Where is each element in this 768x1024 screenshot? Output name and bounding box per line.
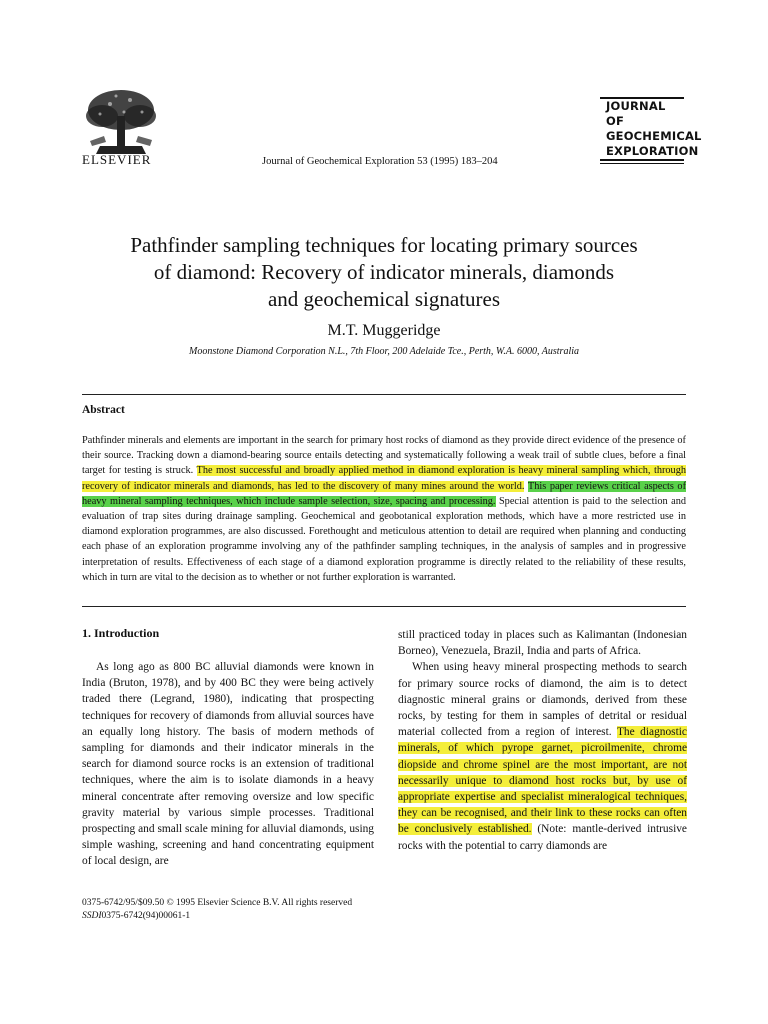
intro-right-column xyxy=(398,627,687,854)
ssdi-line xyxy=(82,910,352,923)
journal-citation: Journal of Geochemical Exploration 53 (1995) 183–204 xyxy=(262,156,498,167)
publisher-name: ELSEVIER xyxy=(82,152,152,167)
ssdi-label: SSDI xyxy=(82,911,102,921)
article-title xyxy=(60,232,708,313)
intro-highlight-yellow: The diagnostic minerals, of which pyrope garnet, picroilmenite, chrome diopside and chrome spinel are the most important, are not necessarily unique to diamond host rocks but, by use of appropriate expertise and specialist mineralogical techniques, they can be recognised, and their link to these rocks can often be conclusively established. xyxy=(398,726,687,836)
abstract-highlight-green: This paper reviews critical aspects of heavy mineral sampling techniques, which include sample selection, size, spacing and processing. xyxy=(82,480,686,507)
intro-paragraph-1: As long ago as 800 BC alluvial diamonds were known in India (Bruton, 1978), and by 400 BC they were being actively traded there (Legrand, 1980), indicating that prospecting techniques for recovery of diamonds from alluvial sources have an equally long history. The basis of modern methods of sampling for diamonds and their indicator minerals in the search for diamond source rocks is an extension of traditional techniques, where the aim is to isolate diamonds in a heavy mineral concentrate after removing oversize and low specific gravity material by various simple processes. Traditional prospecting and small scale mining for alluvial diamonds, using simple washing, screening and hand concentrating equipment of local design, are xyxy=(82,661,374,868)
intro-paragraph-1-continued: still practiced today in places such as Kalimantan (Indonesian Borneo), Venezuela, Brazil, India and parts of Africa. xyxy=(398,629,687,658)
author-name: M.T. Muggeridge xyxy=(327,322,441,339)
copyright-line: 0375-6742/95/$09.50 © 1995 Elsevier Science B.V. All rights reserved xyxy=(82,898,353,908)
abstract-text-1: Pathfinder minerals and elements are important in the search for primary host rocks of diamond as they provide direct evidence of the presence of their source. Tracking down a diamond-bearing source entails detecting and systematically following a weak trail of subtle clues, before a final target for testing is struck. xyxy=(82,435,686,477)
intro-left-column xyxy=(82,659,374,870)
journal-brand xyxy=(600,97,702,164)
abstract-highlight-yellow: The most successful and broadly applied method in diamond exploration is heavy mineral sampling which, through recovery of indicator minerals and diamonds, has led to the discovery of many mines around the world. xyxy=(82,465,686,492)
abstract-top-rule xyxy=(82,394,686,395)
section-heading-introduction: 1. Introduction xyxy=(82,626,160,640)
intro-paragraph-2-end: (Note: mantle-derived intrusive rocks with the potential to carry diamonds are xyxy=(398,823,687,852)
abstract-heading: Abstract xyxy=(82,404,125,416)
ssdi-code: 0375-6742(94)00061-1 xyxy=(101,911,191,921)
elsevier-tree-logo xyxy=(80,86,162,156)
abstract-bottom-rule xyxy=(82,606,686,607)
title-line-3: and geochemical signatures xyxy=(267,287,501,311)
intro-paragraph-2 xyxy=(398,659,687,853)
abstract-body xyxy=(82,433,686,585)
abstract-text-2: Special attention is paid to the selection and evaluation of trap sites during drainage sampling. Geochemical and geobotanical exploration methods, which have a more restricted use in diamond exploration programmes, are also discussed. Forethought and meticulous attention to detail are required when planning and conducting each phase of an exploration programme involving any of the pathfinder sampling techniques, in the analysis of samples and in progressive interpretation of results. Effectiveness of each stage of a diamond exploration programme is directly related to the reliability of these results, which in turn are vital to the decision as to whether or not further exploration is warranted. xyxy=(82,495,686,583)
title-line-2: of diamond: Recovery of indicator minerals, diamonds xyxy=(153,260,615,284)
copyright-footer xyxy=(82,897,352,923)
author-affiliation: Moonstone Diamond Corporation N.L., 7th Floor, 200 Adelaide Tce., Perth, W.A. 6000, Australia xyxy=(188,346,579,357)
intro-paragraph-2-text: When using heavy mineral prospecting methods to search for primary source rocks of diamond, the aim is to detect diagnostic mineral grains or diamonds, derived from these rocks, by testing for them in samples of detrital or residual material collected from a region of interest. xyxy=(398,661,687,739)
title-line-1: Pathfinder sampling techniques for locating primary sources xyxy=(130,233,638,257)
journal-name-line-2: GEOCHEMICAL xyxy=(606,129,702,143)
journal-name-line-1: JOURNAL OF xyxy=(606,99,666,128)
brand-rule-bottom-thin xyxy=(600,163,684,164)
brand-rule-bottom xyxy=(600,159,684,161)
journal-name-line-3: EXPLORATION xyxy=(606,144,699,158)
